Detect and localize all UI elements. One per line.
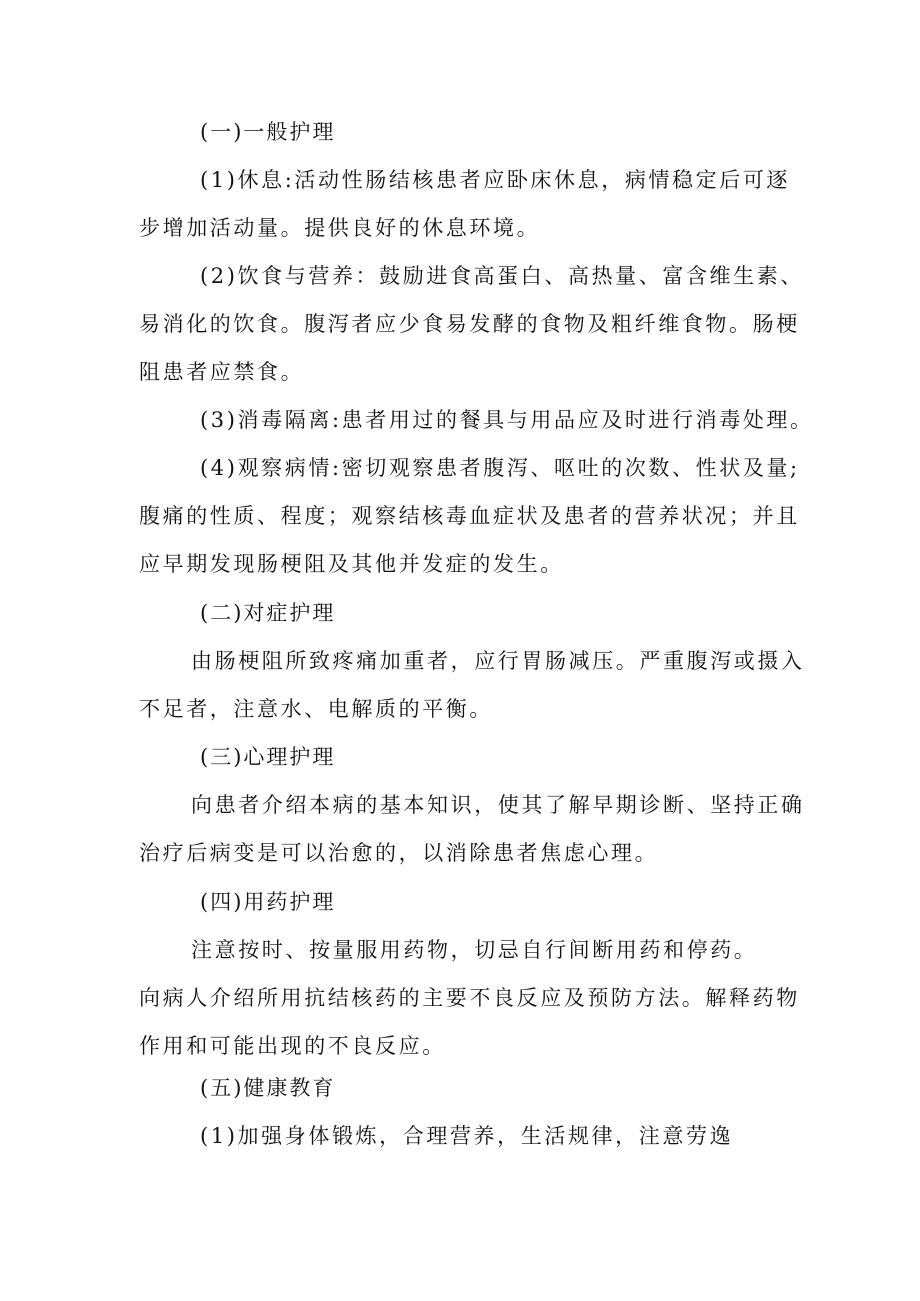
paragraph-education-line-1: (1)加强身体锻炼，合理营养，生活规律，注意劳逸	[200, 1124, 734, 1148]
paragraph-rest-line-1: (1)休息:活动性肠结核患者应卧床休息，病情稳定后可逐	[200, 168, 791, 192]
paragraph-disinfection: (3)消毒隔离:患者用过的餐具与用品应及时进行消毒处理。	[200, 408, 814, 432]
paragraph-medication-line-1: 注意按时、按量服用药物，切忌自行间断用药和停药。	[191, 938, 758, 962]
paragraph-psychological-line-1: 向患者介绍本病的基本知识，使其了解早期诊断、坚持正确	[191, 793, 805, 817]
paragraph-observation-line-2: 腹痛的性质、程度；观察结核毒血症状及患者的营养状况；并且	[139, 504, 800, 528]
paragraph-medication-line-2: 向病人介绍所用抗结核药的主要不良反应及预防方法。解释药物	[139, 986, 800, 1010]
paragraph-diet-line-3: 阻患者应禁食。	[139, 360, 305, 384]
paragraph-symptomatic-line-1: 由肠梗阻所致疼痛加重者，应行胃肠减压。严重腹泻或摄入	[191, 649, 805, 673]
paragraph-observation-line-3: 应早期发现肠梗阻及其他并发症的发生。	[139, 552, 564, 576]
paragraph-observation-line-1: (4)观察病情:密切观察患者腹泻、呕吐的次数、性状及量;	[200, 456, 800, 480]
section-heading-medication-care: (四)用药护理	[200, 890, 336, 914]
paragraph-symptomatic-line-2: 不足者，注意水、电解质的平衡。	[139, 697, 493, 721]
section-heading-health-education: (五)健康教育	[200, 1076, 336, 1100]
paragraph-diet-line-1: (2)饮食与营养：鼓励进食高蛋白、高热量、富含维生素、	[200, 264, 804, 288]
section-heading-symptomatic-care: (二)对症护理	[200, 601, 336, 625]
paragraph-diet-line-2: 易消化的饮食。腹泻者应少食易发酵的食物及粗纤维食物。肠梗	[139, 312, 800, 336]
paragraph-rest-line-2: 步增加活动量。提供良好的休息环境。	[139, 216, 541, 240]
paragraph-psychological-line-2: 治疗后病变是可以治愈的，以消除患者焦虑心理。	[139, 841, 659, 865]
paragraph-medication-line-3: 作用和可能出现的不良反应。	[139, 1034, 446, 1058]
section-heading-general-care: (一)一般护理	[200, 120, 336, 144]
section-heading-psychological-care: (三)心理护理	[200, 745, 336, 769]
